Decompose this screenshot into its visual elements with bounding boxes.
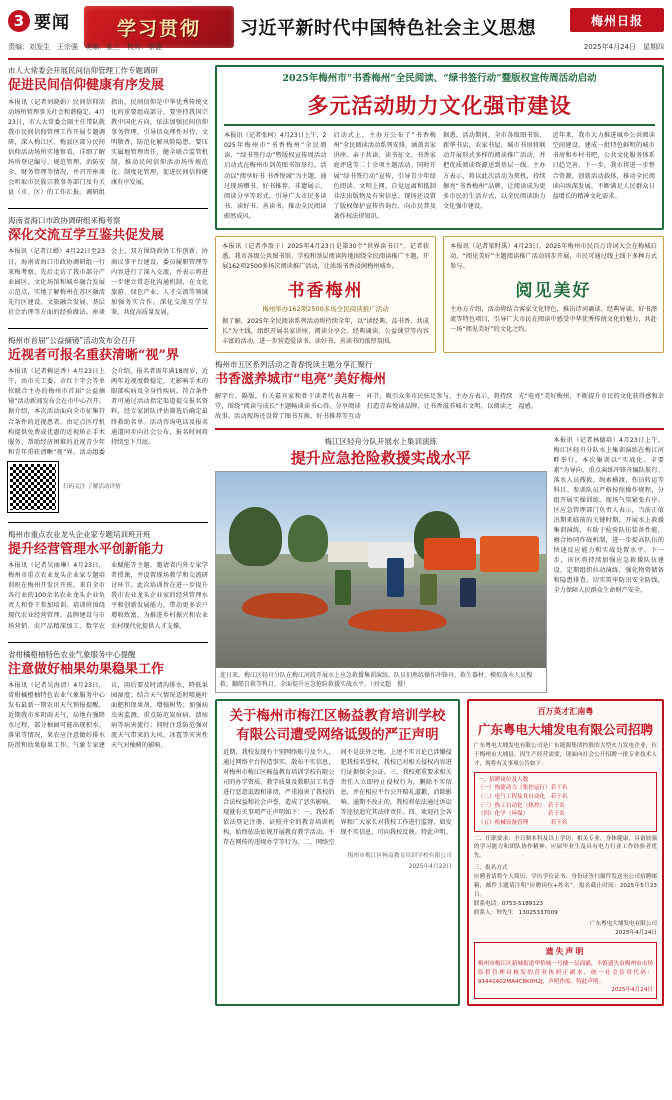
book-subcaption: 梅州举办162项2500多场全民阅读推广活动	[262, 304, 389, 313]
tree-icon	[229, 507, 282, 566]
rescue-boat	[242, 593, 328, 618]
ad-contact-title: 三、报名方式	[473, 865, 508, 872]
section-name: 要闻	[34, 13, 70, 33]
recruitment-ad	[467, 699, 664, 1006]
article-headline: 近视者可报名重获清晰“视”界	[8, 348, 179, 364]
book-boxes	[215, 236, 664, 353]
divider-red	[215, 428, 664, 430]
article-kicker: 梅州市五区系列活动之青春悦读主题分享汇聚行	[215, 360, 373, 370]
ad-date: 2025年4月24日	[615, 929, 657, 936]
loss-notice-title: 遗失声明	[545, 946, 586, 956]
article-body: 本报讯（记者赖运香）4月23日上午，由市关工委、市红十字会等单位联合主办的梅州市首届“公益摘镜”活动新闻发布会在市中心召开。据介绍，本次活动面向全市征集符合条件的近视患者，由定点医疗机构提供免费或优惠的近视矫正手术服务，帮助经济困难的近视青少年和青年重获清晰“视”界。活动组委会介绍，报名者需年满18周岁，近两年近视度数稳定，无影响手术的眼部疾病及全身性疾病。符合条件者可通过活动指定渠道提交报名资料，经专家团队评估筛选后确定最终救助名单。活动咨询电话及报名通道同步向社会公布，报名时间将持续至下月底。	[8, 368, 208, 456]
person	[420, 574, 436, 605]
loss-notice	[474, 942, 657, 999]
book-extra: 据了解，2025年全民阅读系列活动将持续全年，以“读经典、品书香、共成长”为主线，组织开展名家讲座、阅读分享会、经典诵读、公益课堂等内容丰富的活动，进一步营造爱读书、读好书、善读书的浓厚氛围。	[222, 318, 429, 346]
vehicle	[480, 536, 539, 571]
masthead	[8, 6, 664, 60]
masthead-left	[8, 8, 70, 33]
photo-image	[216, 472, 546, 668]
article-body: 本报讯（记者林德培）4月23日上午，梅江区轻舟分队水上集训演练在梅江河畔举行。本次集训以“实战化、全要素”为导向，重点演练冲锋舟编队航行、落水人员搜救、绳索横渡、伤员转运等科目。参训队员严格按照操作规程，分组开展实操训练，现场气氛紧张有序。区应急管理部门负责人表示，当前正值汛期来临前的关键时期，开展水上救援集训演练，有助于检验队伍装备性能，磨合协同作战机制，进一步提高队伍的快速反应能力和实战处置水平。下一步，该区将持续加强应急救援队伍建设，定期组织拉动演练，强化物资储备和隐患排查，切实筑牢防汛安全防线，全力保障人民群众生命财产安全。	[553, 436, 664, 595]
statement-date: 2025年4月23日	[408, 864, 452, 871]
book-title: 阅见美好	[515, 280, 592, 301]
statement-title: 关于梅州市梅江区畅益教育培训学校有限公司遭受网络诋毁的严正声明	[229, 707, 446, 743]
ad-list-item: （四）化学（环保） 若干名	[477, 811, 565, 818]
article-kicker: 海南省海口市政协调研组来梅考察	[8, 215, 121, 225]
ad-body: 广东粤电大埔发电有限公司是广东能源集团控股的大型火力发电企业，位于梅州市大埔县。因生产经营需要，现面向社会公开招聘一批专业技术人才，现将有关事项公告如下：	[473, 742, 657, 767]
article-headline: 提升应急抢险救援实战水平	[290, 449, 471, 468]
ad-title: 广东粤电大埔发电有限公司招聘	[477, 721, 653, 737]
divider	[8, 208, 208, 209]
campaign-banner-text: 学习贯彻	[116, 17, 201, 40]
article-gongyi-zhaijing	[8, 335, 208, 512]
statement-signature: 梅州市梅江区畅益教育培训学校有限公司	[347, 853, 452, 860]
book-title: 书香梅州	[287, 280, 364, 301]
vehicle	[424, 538, 477, 569]
feature-subtitle: 2025年梅州市“书香梅州”全民阅读、“绿书签行动”暨版权宣传周活动启动	[282, 73, 597, 84]
feature-rule	[224, 124, 655, 126]
legal-statement	[215, 699, 460, 1006]
article-haikou-zhengxie	[8, 215, 208, 318]
ad-list-item: （三）热工自动化（热控） 若干名	[477, 802, 565, 809]
ad-list-item: （二）电气工程及其自动化 若干名	[477, 793, 568, 800]
person	[335, 570, 351, 605]
feature-body-col2: 启动式上，主办方公布了“书香梅州”全民阅读活动系列安排，涵盖名家讲座、亲子共读、读书征文、书香家庭评选等二十余项主题活动。同时开展“绿书签行动”宣传，引导青少年绿色阅读、文明上网，自觉远离和抵制非法出版物及有害信息。现场还设置了版权保护宣传咨询台，向市民普及著作权法律知识。	[333, 132, 436, 220]
book-box-yuejian	[443, 236, 664, 353]
editor-credits: 责编：刘发生 王宗强 美编：张兰 校对：蔡健	[8, 43, 162, 51]
article-headline: 书香滋养城市“电亮”美好梅州	[215, 372, 386, 388]
article-kicker: 市人大常委会开展民间信仰管理工作专题调研	[8, 66, 158, 75]
ad-list-item: （五）机械设备管理 若干名	[477, 819, 568, 826]
article-headline: 促进民间信仰健康有序发展	[8, 78, 165, 94]
article-headline: 深化交流互学互鉴共促发展	[8, 228, 165, 244]
ad-phone: 联系电话：0753-5189123	[473, 901, 544, 908]
ad-list-item: （一）热能动力（集控运行）若干名	[477, 785, 568, 792]
feature-body-col4: 近年来，我市大力推进城乡公共阅读空间建设，建成一批特色鲜明的城市书房和乡村书吧，公共文化服务体系日趋完善。下一步，我市将进一步整合资源，创新活动载体，推动全民阅读向纵深发展，不断满足人民群众日益增长的精神文化需求。	[552, 132, 655, 200]
divider	[8, 642, 208, 643]
book-extra: 主办方介绍，活动将结合客家文化特色，推出诗词诵读、经典导读、好书漂流等特色项目，引导广大市民在阅读中感受中华优秀传统文化的魅力，共赴一场“阅见美好”的文化之约。	[450, 305, 657, 333]
qr-row	[8, 462, 208, 512]
ad-list-title: 一、招聘岗位及人数	[477, 776, 529, 783]
notices-row	[215, 699, 664, 1006]
article-body: 解字台、隔版，有关嘉宾家和骨干读者代表共聚一堂，围绕“阅读与成长”主题畅谈读书心得，分享阅读故事。活动现场还设置了图书互换、好书推荐等互动环节，吸引众多市民驻足参与。主办方表示，将持续打造青春悦读品牌，让书香滋养城市文明，以阅读之光“电亮”美好梅州，不断提升市民的文化获得感和幸福感。	[215, 392, 664, 420]
left-column	[8, 65, 208, 1089]
article-body: 本报讯（记者吴海清）4月23日，省柑橘橙柚特色农业气象服务中心发布最新一期农用天气预报提醒，近期我市多阴雨天气，局地有强降水过程，部分柚园可能出现积水、落果等情况，果农应注意做好排水防涝和幼果稳果工作。气象专家建议，雨后要及时清沟排水，降低果园湿度；结合天气情况适时喷施叶面肥和保果剂，增强树势；加强病虫害监测，重点防范炭疽病、溃疡病等病害流行；同时注意防范强对流天气带来的大风、冰雹等灾害性天气对柚树的影响。	[8, 682, 208, 750]
content-grid	[8, 65, 664, 1089]
article-headline: 提升经营管理水平创新能力	[8, 541, 165, 557]
article-kicker: 梅州市重点农业龙头企业家专题培训班开班	[8, 529, 151, 539]
qr-caption: 扫码关注 了解活动详情	[63, 483, 121, 490]
feature-body-col1: 本报讯（记者张柯）4月23日上午，2025年梅州市“书香梅州”全民阅读、“绿书签行动”暨版权宣传周活动启动式在梅州市剑英图书馆举行。活动以“阅享好书 书香悦城”为主题，通过现场赠书、好书推荐、非遗展示、阅读分享等形式，引导广大市民多读书、读好书、善读书，推动全民阅读蔚然成风。	[224, 132, 327, 220]
masthead-slogan: 习近平新时代中国特色社会主义思想	[240, 18, 536, 39]
right-column	[215, 65, 664, 1089]
loss-notice-body: 梅州市梅江区新城街道华侨城一号楼一层商铺，不慎遗失由梅州市市场监督管理局核发的营业执照正副本，统一社会信用代码：91441402MA4C8K0H2J，声明作废。特此声明。	[477, 961, 653, 985]
article-headline: 注意做好柚果幼果稳果工作	[8, 661, 165, 677]
article-kicker: 梅江区轻舟分队开展水上集训演练	[324, 436, 437, 446]
ad-position-list	[474, 772, 657, 832]
article-kicker: 梅州市首届“公益摘镜”活动发布会召开	[8, 335, 136, 345]
statement-body: 近期，我校发现有个别网络账号及个人，通过网络平台捏造事实、散布不实信息，对梅州市梅江区畅益教育培训学校有限公司的办学资质、教学质量及教职员工名誉进行恶意诋毁和诽谤，严重损害了我校的合法权益和社会声誉，造成了恶劣影响。现就有关事项严正声明如下：一、我校系依法登记注册、证照齐全的教育培训机构，始终依法依规开展教育教学活动，不存在网传的违规办学等行为。二、网络空间不是法外之地。上述不实言论已涉嫌侵犯我校名誉权，我校已对相关侵权内容进行证据保全公证。三、我校郑重要求相关责任人立即停止侵权行为，删除不实信息，并在相应平台公开赔礼道歉、消除影响。逾期不改正的，我校将依法通过诉讼等途径追究其法律责任。四、欢迎社会各界和广大家长对我校工作进行监督，如发现不实信息，可向我校反映。特此声明。	[223, 748, 452, 846]
paper-logo: 梅州日报	[570, 8, 664, 32]
feature-headline: 多元活动助力文化强市建设	[307, 93, 572, 119]
person	[387, 558, 403, 597]
divider	[8, 522, 208, 523]
book-caption: 本报讯（记者梁时禹）4月23日，2025年梅州市民百万诗词大会在梅城启动，“阅见美好”主题阅读推广活动同步开展，市民可通过线上线下多种方式参与。	[450, 242, 657, 270]
person	[460, 578, 476, 607]
article-kicker: 省柑橘橙柚特色农业气象服务中心提醒	[8, 649, 136, 659]
article-body: 本报讯（记者刘晓娟）民间信仰活动场所管理事关社会和谐稳定。4月23日，市人大常委会副主任带队就我市民间信仰管理工作开展专题调研，深入梅江区、梅县区部分民间信仰活动场所实地察看，详细了解场所登记编号、规范管理、消防安全、财务管理等情况，并召开座谈会听取市民族宗教事务部门及有关县（市、区）的工作汇报。调研组指出，民间信仰是中华优秀传统文化的重要组成部分，要坚持我国宗教中国化方向，依法加强民间信仰事务管理，引导信众理性对待、文明敬香，防范化解风险隐患。要压实属地管理责任，健全联合监管机制，推动民间信仰活动场所规范化、制度化管理，促进民间信仰健康有序发展。	[8, 98, 208, 196]
photo-caption: 连日来，梅江区轻舟分队在梅江河段开展水上应急救援集训演练，队员们熟练操作冲锋舟、救生器材，模拟落水人员搜救、翻船自救等科目，全面提升应急抢险救援实战水平。（刘文超 摄）	[220, 671, 533, 688]
loss-notice-date: 2025年4月24日	[611, 987, 653, 994]
publication-date: 2025年4月24日 星期四	[583, 43, 664, 51]
article-qingchun-yuedu	[215, 359, 664, 422]
article-longtou-qiye	[8, 529, 208, 632]
ad-company: 广东粤电大埔发电有限公司	[589, 920, 657, 927]
book-caption: 本报讯（记者李盈子）2025年4月23日是第30个“世界读书日”。记者获悉，我市各级公共图书馆、学校和基层阅读阵地围绕全民阅读推广主题，开展162项2500多场次阅读推广活动，让浓浓书香浸润梅州城乡。	[222, 242, 429, 270]
book-box-shuxiang	[215, 236, 436, 353]
ad-contact: 应聘者请将个人简历、学历学位证书、身份证等扫描件发送至公司招聘邮箱，邮件主题请注明“应聘岗位+姓名”。报名截止时间：2025年5月23日。	[473, 874, 657, 899]
divider	[8, 328, 208, 329]
article-body: 本报讯（记者江婵）4月22日至23日，海南省海口市政协调研组一行来梅考察，先后走访了我市部分产业园区、文化场馆和城乡融合发展示范点，实地了解梅州在苏区融湾先行区建设、文旅融合发展、基层社会治理等方面的经验做法。座谈会上，双方围绕政协工作创新、协商议事平台建设、委员履职管理等内容进行了深入交流，并表示将进一步建立常态化沟通机制，在文化旅游、绿色产业、人才交流等领域加强务实合作，深化交流互学互鉴，共促高质量发展。	[8, 248, 208, 316]
article-body: 本报讯（记者吴丽琳）4月23日，梅州市重点农业龙头企业家专题培训班在梅州开发区开班，来自全市各行业的100余名农业龙头企业负责人和骨干参加培训。培训班围绕现代农业经营管理、品牌建设与市场营销、农产品精深加工、数字农业赋能等主题，邀请省内外专家学者授课，并设置现场教学和交流研讨环节。此次培训旨在进一步提升我市农业龙头企业家的经营管理水平和创新发展能力，带动更多农户增收致富，为推进乡村振兴和农业农村现代化提供人才支撑。	[8, 562, 208, 630]
rescue-boat	[348, 609, 447, 633]
feature-article	[215, 65, 664, 230]
qr-code-icon[interactable]	[8, 462, 58, 512]
ad-phone-2: 联系人：钟先生 13025337009	[473, 910, 558, 917]
tent	[328, 542, 368, 562]
ad-requirements: 二、任职要求：全日制本科及以上学历，相关专业，身体健康，具备较强的学习能力和团队协作精神。应届毕业生及具有电力行业工作经验者优先。	[473, 835, 657, 860]
page-number: 3	[8, 10, 30, 32]
article-qingzhou-yanlian	[215, 436, 664, 693]
feature-body-col3: 据悉，活动期间，全市各级图书馆、新华书店、农家书屋、城市书房将联动开展形式多样的阅读推广活动，并把优质阅读资源送到基层一线。主办方表示，将以此次活动为契机，持续擦亮“书香梅州”品牌，让阅读成为更多市民的生活方式，以全民阅读助力文化强市建设。	[443, 132, 546, 210]
article-youguo	[8, 649, 208, 752]
photo-figure	[215, 471, 547, 693]
ad-kicker: 百万英才汇南粤	[537, 706, 594, 716]
article-renmindahui	[8, 65, 208, 198]
tree-icon	[288, 515, 328, 562]
